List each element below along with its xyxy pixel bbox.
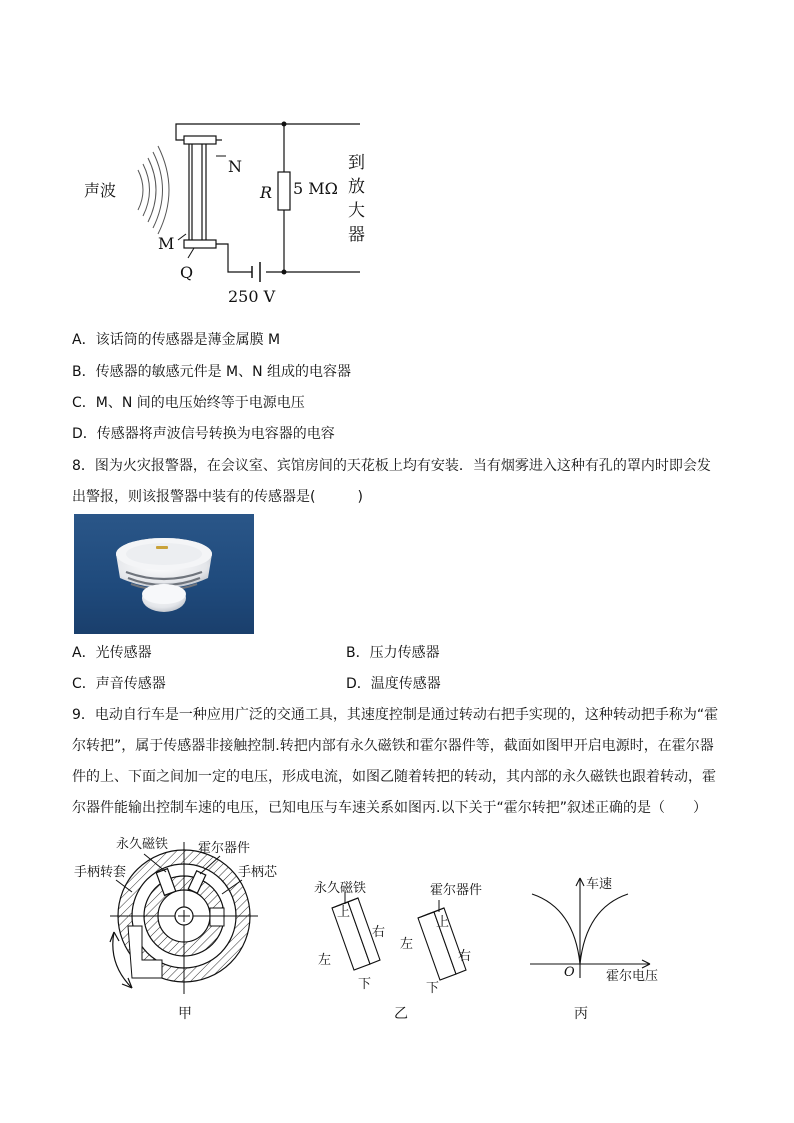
q9-stem-line-2: 尔转把”，属于传感器非接触控制.转把内部有永久磁铁和霍尔器件等，截面如图甲开启电源时，在霍尔器 (72, 738, 714, 754)
q8-option-d: D．温度传感器 (346, 676, 441, 692)
bing-x-label: 霍尔电压 (606, 969, 659, 984)
q7-option-a: A．该话筒的传感器是薄金属膜 M (72, 332, 281, 348)
q9-stem-line-4: 尔器件能输出控制车速的电压，已知电压与车速关系如图丙.以下关于“霍尔转把”叙述正确的是（ ） (72, 800, 707, 816)
q8-option-b: B．压力传感器 (346, 645, 440, 661)
yi-down-2: 下 (426, 981, 440, 996)
bing-y-label: 车速 (586, 877, 613, 892)
battery-voltage: 250 V (228, 287, 276, 306)
yi-caption: 乙 (394, 1006, 408, 1022)
bing-origin: O (564, 965, 575, 980)
q9-stem-line-1: 9．电动自行车是一种应用广泛的交通工具，其速度控制是通过转动右把手实现的，这种转动把手称为“霍 (72, 707, 719, 723)
q8-option-a: A．光传感器 (72, 645, 152, 661)
jia-hall-label: 霍尔器件 (198, 841, 251, 856)
junction-top (282, 122, 287, 127)
smoke-detector-photo (74, 514, 254, 634)
yi-left-1: 左 (318, 953, 332, 968)
sound-wave-label: 声波 (84, 181, 117, 200)
figure-bing-graph (524, 868, 684, 1028)
amp-char-1: 到 (348, 153, 365, 173)
label-n: N (228, 157, 242, 176)
junction-bottom (282, 270, 287, 275)
amp-char-3: 大 (348, 201, 365, 221)
yi-left-2: 左 (400, 937, 414, 952)
resistor (278, 172, 290, 210)
q8-option-c: C．声音传感器 (72, 676, 166, 692)
yi-up-2: 上 (436, 915, 450, 930)
capacitor-plates (184, 136, 216, 248)
q7-option-b: B．传感器的敏感元件是 M、N 组成的电容器 (72, 364, 352, 380)
microphone-circuit-figure (76, 112, 376, 312)
jia-core-label: 手柄芯 (238, 865, 278, 880)
amp-char-2: 放 (348, 177, 365, 197)
label-q: Q (180, 263, 194, 282)
q9-stem-line-3: 件的上、下面之间加一定的电压，形成电流，如图乙随着转把的转动，其内部的永久磁铁也跟着转动，霍 (72, 769, 716, 785)
sound-wave-icon (138, 146, 169, 234)
resistance-value: 5 MΩ (293, 179, 338, 198)
yi-up-1: 上 (337, 905, 351, 920)
yi-hall-label: 霍尔器件 (430, 883, 483, 898)
jia-sleeve-label: 手柄转套 (74, 865, 127, 880)
jia-caption: 甲 (178, 1006, 192, 1022)
yi-right-2: 右 (458, 949, 472, 964)
q8-stem-line-2: 出警报，则该报警器中装有的传感器是( ) (72, 489, 363, 505)
yi-magnet-label: 永久磁铁 (314, 881, 367, 896)
figure-jia-cross-section (72, 828, 302, 1028)
battery-icon (252, 262, 260, 282)
yi-down-1: 下 (358, 977, 372, 992)
q7-option-d: D．传感器将声波信号转换为电容器的电容 (72, 426, 335, 442)
bing-curve-right (580, 894, 628, 964)
jia-magnet-label: 永久磁铁 (116, 837, 169, 852)
q7-option-c: C．M、N 间的电压始终等于电源电压 (72, 395, 305, 411)
q8-stem-line-1: 8．图为火灾报警器，在会议室、宾馆房间的天花板上均有安装．当有烟雾进入这种有孔的罩内时即会发 (72, 458, 711, 474)
amp-char-4: 器 (348, 225, 365, 245)
yi-right-1: 右 (372, 925, 386, 940)
label-m: M (158, 234, 175, 253)
resistor-label: R (260, 183, 273, 202)
figure-yi-blocks (306, 868, 506, 1028)
bing-curve-left (532, 894, 580, 964)
bing-caption: 丙 (574, 1006, 588, 1022)
